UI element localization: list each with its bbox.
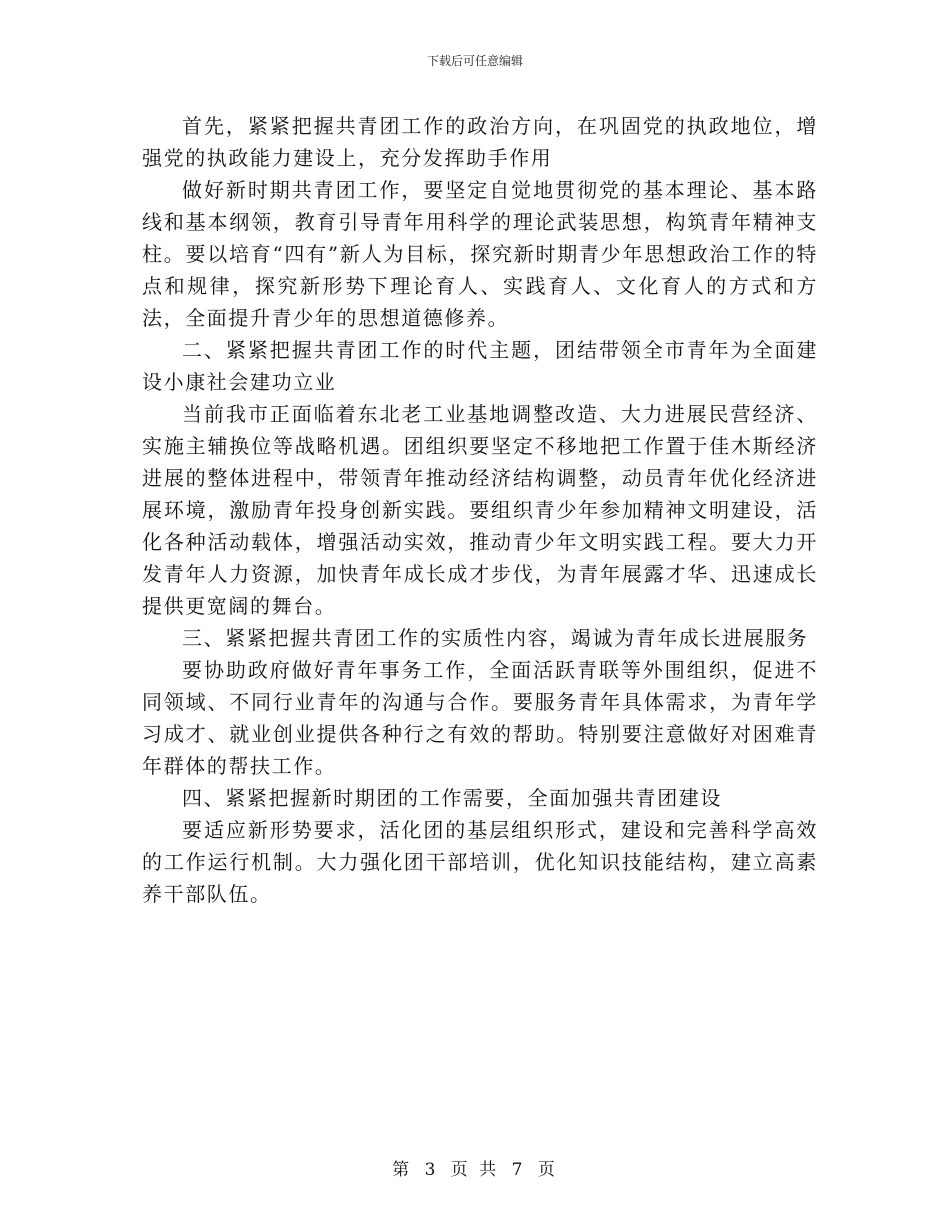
paragraph-section-4-heading: 四、紧紧把握新时期团的工作需要，全面加强共青团建设	[182, 786, 722, 810]
document-body	[142, 110, 818, 910]
current-page-number: 3	[424, 1160, 439, 1180]
total-pages-number: 7	[511, 1160, 526, 1180]
paragraph-intro-body: 做好新时期共青团工作，要坚定自觉地贯彻党的基本理论、基本路线和基本纲领，教育引导青年用科学的理论武装思想，构筑青年精神支柱。要以培育“四有”新人为目标，探究新时期青少年思想政治工作的特点和规律，探究新形势下理论育人、实践育人、文化育人的方式和方法，全面提升青少年的思想道德修养。	[142, 178, 818, 330]
paragraph-section-3-body: 要协助政府做好青年事务工作，全面活跃青联等外围组织，促进不同领域、不同行业青年的沟通与合作。要服务青年具体需求，为青年学习成才、就业创业提供各种行之有效的帮助。特别要注意做好对困难青年群体的帮扶工作。	[142, 658, 818, 778]
paragraph-section-2-heading: 二、紧紧把握共青团工作的时代主题，团结带领全市青年为全面建设小康社会建功立业	[142, 338, 818, 394]
paragraph-section-2-body: 当前我市正面临着东北老工业基地调整改造、大力进展民营经济、实施主辅换位等战略机遇。团组织要坚定不移地把工作置于佳木斯经济进展的整体进程中，带领青年推动经济结构调整，动员青年优化经济进展环境，激励青年投身创新实践。要组织青少年参加精神文明建设，活化各种活动载体，增强活动实效，推动青少年文明实践工程。要大力开发青年人力资源，加快青年成长成才步伐，为青年展露才华、迅速成长提供更宽阔的舞台。	[142, 402, 818, 618]
footer-prefix: 第	[392, 1160, 413, 1180]
paragraph-intro-heading: 首先，紧紧把握共青团工作的政治方向，在巩固党的执政地位，增强党的执政能力建设上，充分发挥助手作用	[142, 114, 818, 170]
paragraph-section-3-heading: 三、紧紧把握共青团工作的实质性内容，竭诚为青年成长进展服务	[182, 626, 809, 650]
paragraph-section-4-body: 要适应新形势要求，活化团的基层组织形式，建设和完善科学高效的工作运行机制。大力强化团干部培训，优化知识技能结构，建立高素养干部队伍。	[142, 818, 818, 906]
footer-suffix: 页	[537, 1160, 558, 1180]
footer-middle: 页 共	[450, 1160, 500, 1180]
page-header: 下载后可任意编辑	[426, 54, 523, 68]
page-footer	[0, 1155, 950, 1180]
